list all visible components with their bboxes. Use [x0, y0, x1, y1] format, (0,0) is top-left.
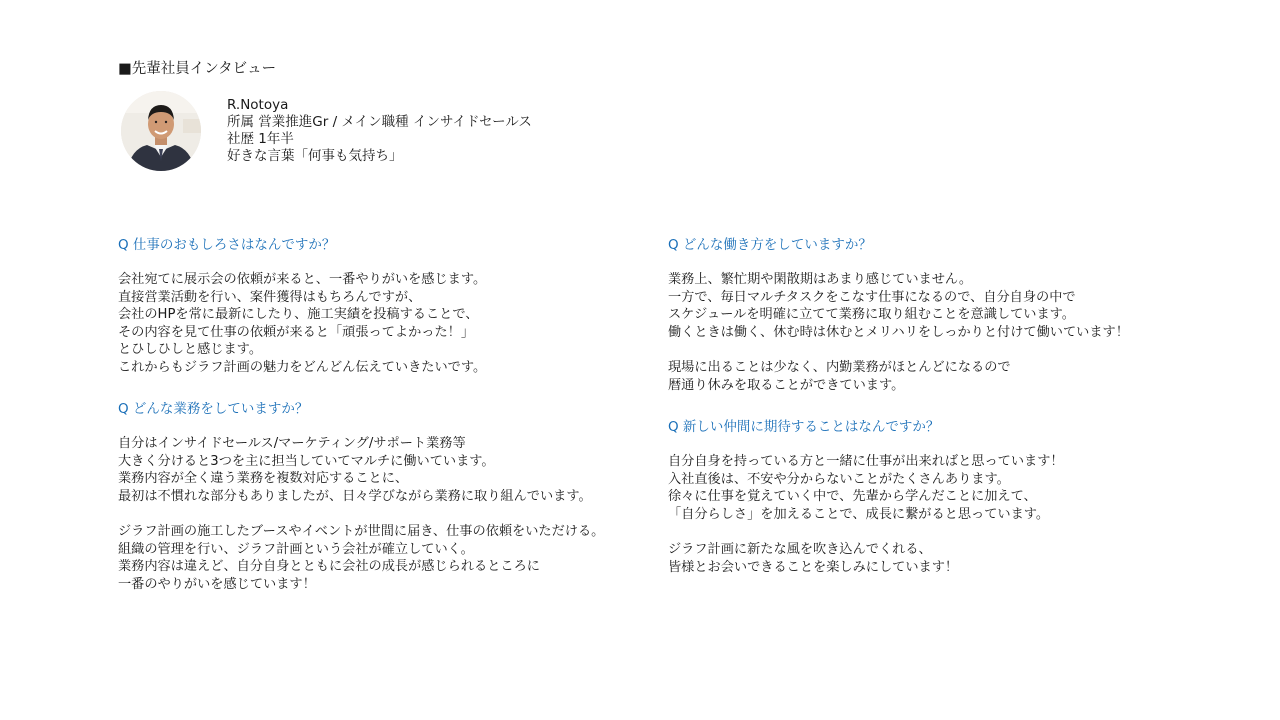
answer-line: 徐々に仕事を覚えていく中で、先輩から学んだことに加えて、	[668, 489, 1037, 504]
answer-line: 会社宛てに展示会の依頼が来ると、一番やりがいを感じます。	[118, 272, 487, 287]
answer-line: ジラフ計画に新たな風を吹き込んでくれる、	[668, 542, 932, 557]
answer-line: 一方で、毎日マルチタスクをこなす仕事になるので、自分自身の中で	[668, 289, 1076, 305]
profile-favorite-words: 好きな言葉「何事も気持ち」	[227, 148, 403, 164]
answer-line: 自分はインサイドセールス/マーケティング/サポート業務等	[118, 436, 466, 451]
answer-line: 最初は不慣れな部分もありましたが、日々学びながら業務に取り組んでいます。	[118, 488, 592, 504]
answer-paragraph	[668, 453, 1228, 523]
answer-line: ジラフ計画の施工したブースやイベントが世間に届き、仕事の依頼をいただける。	[118, 524, 605, 539]
profile-name: R.Notoya	[227, 97, 289, 113]
question-heading: Q どんな働き方をしていますか？	[668, 237, 872, 253]
answer-paragraph	[668, 541, 1228, 576]
qa-job-duties	[118, 400, 678, 593]
profile-photo	[121, 91, 201, 171]
answer-line: スケジュールを明確に立てて業務に取り組むことを意識しています。	[668, 307, 1075, 322]
left-column	[118, 236, 678, 617]
qa-expectations	[668, 418, 1228, 576]
answer-line: 大きく分けると3つを主に担当していてマルチに働いています。	[118, 453, 495, 469]
question-heading: Q どんな業務をしていますか？	[118, 401, 309, 417]
answer-line: 一番のやりがいを感じています！	[118, 576, 316, 592]
profile-details	[227, 97, 532, 165]
answer-line: 業務内容は違えど、自分自身とともに会社の成長が感じられるところに	[118, 559, 540, 574]
answer-line: 自分自身を持っている方と一緒に仕事が出来ればと思っています！	[668, 454, 1064, 469]
right-column	[668, 236, 1228, 600]
profile-affiliation: 所属 営業推進Gr / メイン職種 インサイドセールス	[227, 114, 532, 130]
answer-line: その内容を見て仕事の依頼が来ると「頑張ってよかった！」	[118, 324, 475, 340]
answer-line: 入社直後は、不安や分からないことがたくさんあります。	[668, 471, 1010, 487]
answer-line: 会社のHPを常に最新にしたり、施工実績を投稿することで、	[118, 307, 479, 322]
answer-line: 皆様とお会いできることを楽しみにしています！	[668, 559, 959, 575]
answer-line: 暦通り休みを取ることができています。	[668, 377, 905, 393]
answer-line: 「自分らしさ」を加えることで、成長に繋がると思っています。	[668, 506, 1050, 522]
answer-line: 業務上、繁忙期や閑散期はあまり感じていません。	[668, 272, 973, 287]
answer-line: これからもジラフ計画の魅力をどんどん伝えていきたいです。	[118, 359, 487, 375]
qa-work-style	[668, 236, 1228, 394]
answer-paragraph	[118, 523, 678, 593]
qa-work-enjoyment	[118, 236, 678, 376]
answer-paragraph	[118, 435, 678, 505]
answer-line: 業務内容が全く違う業務を複数対応することに、	[118, 471, 409, 486]
answer-paragraph	[668, 271, 1228, 341]
answer-line: 組織の管理を行い、ジラフ計画という会社が確立していく。	[118, 541, 474, 557]
question-heading: Q 新しい仲間に期待することはなんですか？	[668, 419, 940, 435]
answer-paragraph	[118, 271, 678, 376]
answer-line: 現場に出ることは少なく、内勤業務がほとんどになるので	[668, 360, 1011, 375]
section-title: ■先輩社員インタビュー	[118, 61, 277, 77]
answer-line: 直接営業活動を行い、案件獲得はもちろんですが、	[118, 289, 422, 305]
answer-line: 働くときは働く、休む時は休むとメリハリをしっかりと付けて働いています！	[668, 324, 1129, 340]
profile-tenure: 社歴 1年半	[227, 131, 294, 147]
question-heading: Q 仕事のおもしろさはなんですか？	[118, 237, 336, 253]
answer-line: とひしひしと感じます。	[118, 342, 263, 357]
answer-paragraph	[668, 359, 1228, 394]
